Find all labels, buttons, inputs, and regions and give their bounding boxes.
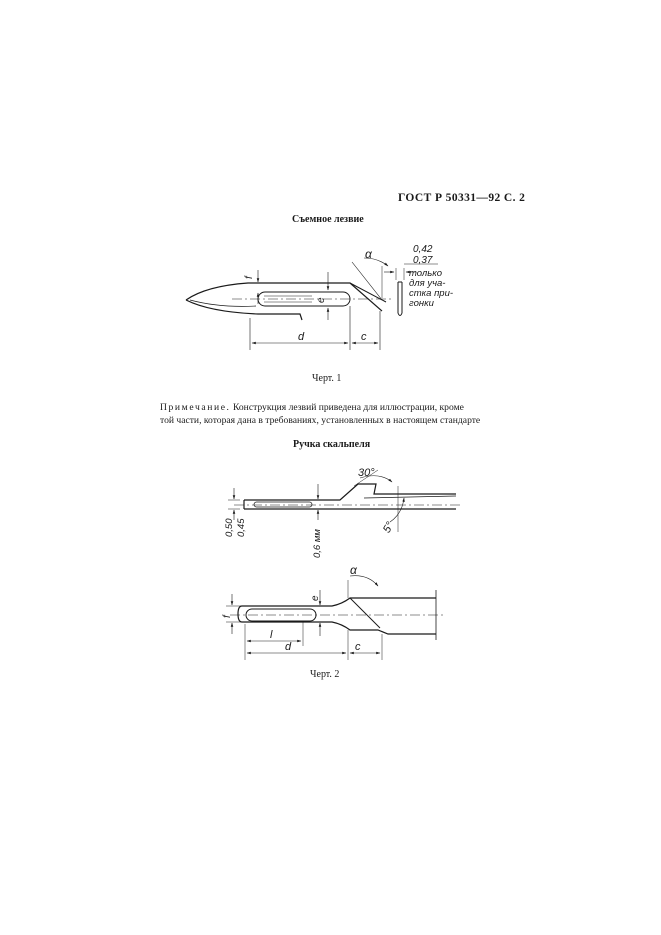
note-lead: Примечание. [160,402,231,413]
page-header: ГОСТ Р 50331—92 С. 2 [398,192,526,204]
label-c: c [361,331,367,343]
label-050: 0,50 [224,518,235,537]
label-l: l [270,629,273,641]
handle-side-labels [224,467,397,558]
note-text-1: Конструкция лезвий приведена для иллюстрации, кроме [232,402,464,413]
label-d: d [298,331,305,343]
label-045: 0,45 [236,518,247,537]
handle-side-drawing [228,470,462,532]
blade-drawing [186,258,438,350]
figure2-caption: Черт. 2 [310,669,340,680]
note-line-2: той части, которая дана в требованиях, установленных в настоящем стандарте [160,414,481,426]
figure2-title: Ручка скальпеля [293,439,371,450]
note-line-1 [160,402,530,415]
note-paragraph [160,402,530,427]
label-5deg: 5° [380,519,397,536]
figure1-caption: Черт. 1 [312,373,342,384]
label-note-line1: только [409,268,443,279]
handle-top-labels [222,563,361,653]
label-d-2: d [285,641,292,653]
handle-top-drawing [226,576,446,660]
label-alpha: α [365,247,372,261]
label-thickness-max: 0,42 [413,244,433,255]
label-30deg: 30° [358,467,375,479]
label-note-line3: стка при- [409,288,454,299]
label-note-line2: для уча- [409,278,446,289]
label-e: e [316,297,327,303]
label-e-2: e [310,595,321,601]
label-f-2: f [222,615,233,618]
label-c-2: c [355,641,361,653]
label-thickness-min: 0,37 [413,255,433,266]
label-f: f [244,276,255,279]
figure1-title: Съемное лезвие [292,214,364,225]
label-alpha-2: α [350,563,357,577]
label-06mm: 0,6 мм [312,529,323,558]
label-note-line4: гонки [409,298,434,309]
blade-labels [244,244,453,343]
